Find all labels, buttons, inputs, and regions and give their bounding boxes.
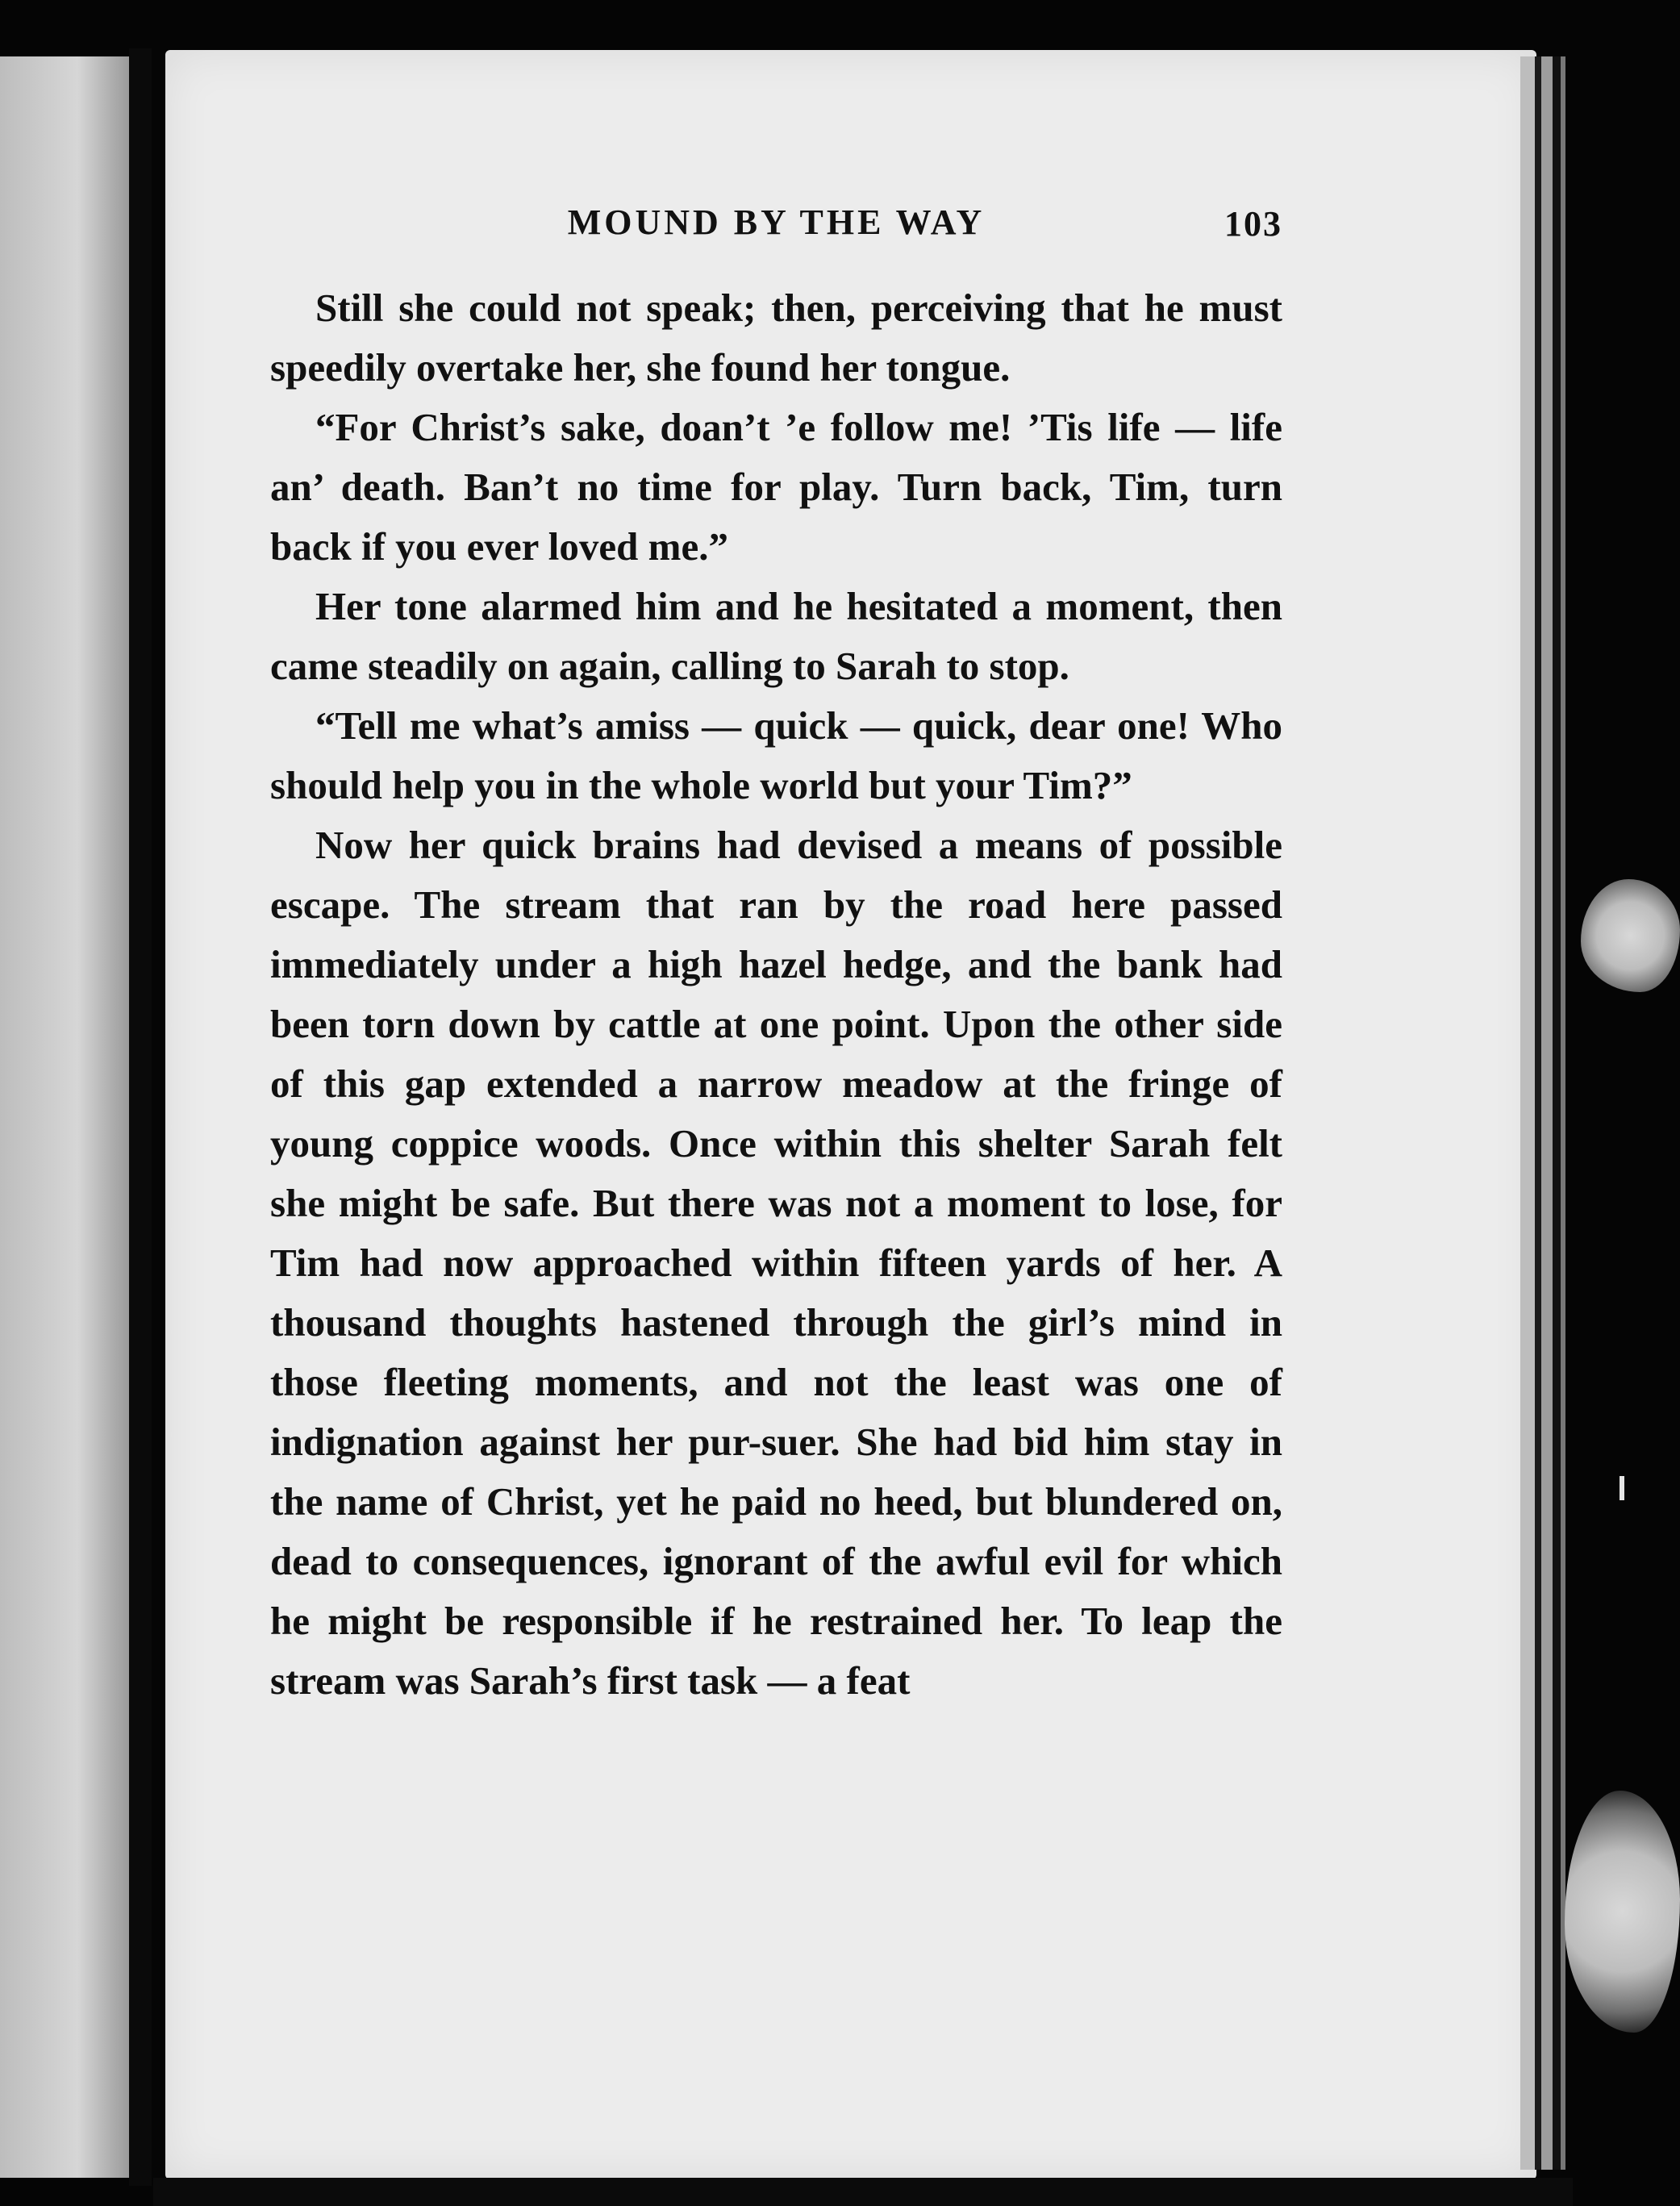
page-edges [1541, 56, 1553, 2170]
page-number: 103 [1224, 204, 1282, 244]
book-gutter-shadow [129, 48, 152, 2186]
paper-damage-mark [1581, 879, 1680, 992]
body-text [270, 278, 1282, 1711]
bottom-shadow [153, 2178, 1573, 2206]
paragraph: Now her quick brains had devised a means of possible escape. The stream that ran by the road here passed immediately under a high hazel hedge, and the bank had been torn down by cattle at one point. Upon the other side of this gap extended a narrow meadow at the fringe of young coppice woods. Once within this shelter Sarah felt she might be safe. But there was not a moment to lose, for Tim had now approached within fifteen yards of her. A thousand thoughts hastened through the girl’s mind in those fleeting moments, and not the least was one of indignation against her pur-suer. She had bid him stay in the name of Christ, yet he paid no heed, but blundered on, dead to consequences, ignorant of the awful evil for which he might be responsible if he restrained her. To leap the stream was Sarah’s first task — a feat [270, 823, 1282, 1703]
running-head-title: MOUND BY THE WAY [567, 202, 986, 242]
paragraph: “For Christ’s sake, doan’t ’e follow me! ’Tis life — life an’ death. Ban’t no time for play. Turn back, Tim, turn back if you ever loved me.” [270, 405, 1282, 569]
page-edges [1561, 56, 1565, 2170]
page-edges-shadow [1553, 56, 1561, 2170]
page-edges-shadow [1535, 56, 1541, 2170]
paper-damage-mark [1565, 1791, 1680, 2033]
paper-damage-mark [1620, 1476, 1624, 1500]
facing-page-edge [0, 56, 129, 2178]
paragraph: Her tone alarmed him and he hesitated a moment, then came steadily on again, calling to Sarah to stop. [270, 584, 1282, 688]
paragraph: Still she could not speak; then, perceiving that he must speedily overtake her, she found her tongue. [270, 286, 1282, 390]
page-edges [1520, 56, 1535, 2170]
running-head [270, 202, 1282, 250]
paragraph: “Tell me what’s amiss — quick — quick, dear one! Who should help you in the whole world but your Tim?” [270, 703, 1282, 807]
